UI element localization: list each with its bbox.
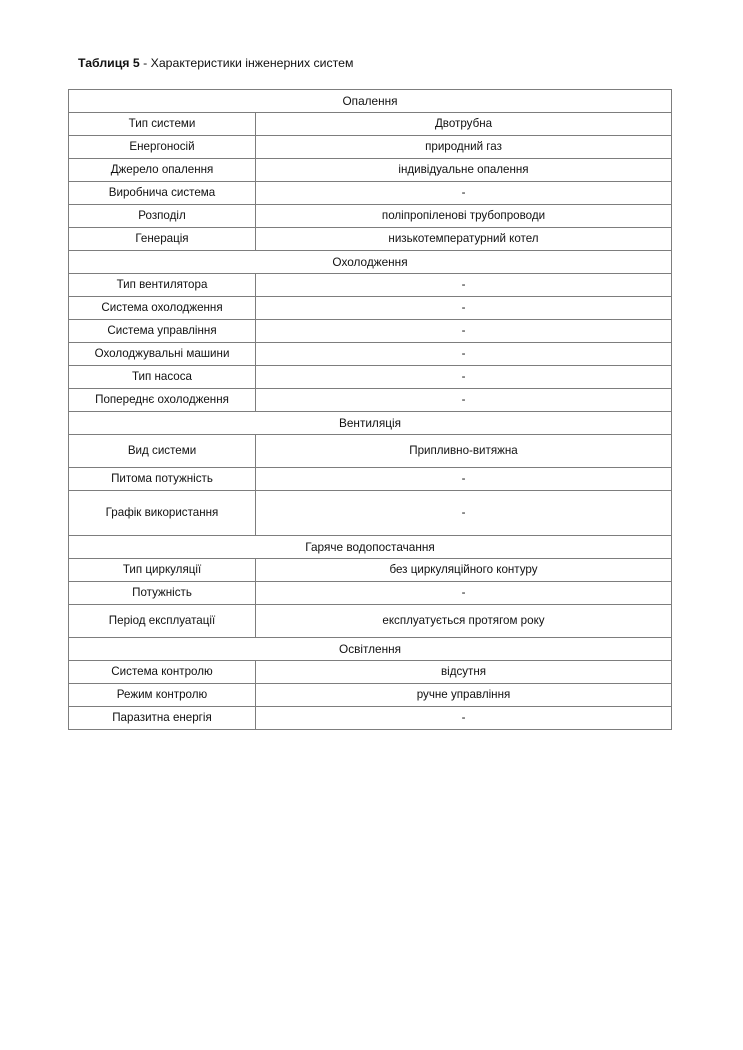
table-row <box>69 559 672 582</box>
table-body <box>69 90 672 730</box>
table-cell-value: - <box>256 389 672 412</box>
table-cell-value: індивідуальне опалення <box>256 159 672 182</box>
table-cell-value: - <box>256 297 672 320</box>
table-cell-value: Припливно-витяжна <box>256 435 672 468</box>
table-cell-value: ручне управління <box>256 684 672 707</box>
table-section-heading: Гаряче водопостачання <box>69 536 672 559</box>
table-cell-parameter: Вид системи <box>69 435 256 468</box>
table-cell-parameter: Тип вентилятора <box>69 274 256 297</box>
table-cell-value: - <box>256 491 672 536</box>
table-cell-parameter: Система контролю <box>69 661 256 684</box>
table-row <box>69 343 672 366</box>
table-row <box>69 228 672 251</box>
table-cell-parameter: Енергоносій <box>69 136 256 159</box>
table-row <box>69 182 672 205</box>
table-row <box>69 366 672 389</box>
table-row <box>69 274 672 297</box>
table-cell-value: експлуатується протягом року <box>256 605 672 638</box>
table-cell-parameter: Виробнича система <box>69 182 256 205</box>
table-cell-parameter: Тип системи <box>69 113 256 136</box>
table-cell-parameter: Система охолодження <box>69 297 256 320</box>
table-row <box>69 468 672 491</box>
table-cell-value: природний газ <box>256 136 672 159</box>
table-cell-value: - <box>256 468 672 491</box>
table-cell-value: - <box>256 320 672 343</box>
table-row <box>69 320 672 343</box>
table-cell-parameter: Паразитна енергія <box>69 707 256 730</box>
table-section-header-row <box>69 412 672 435</box>
table-cell-parameter: Питома потужність <box>69 468 256 491</box>
table-row <box>69 684 672 707</box>
table-caption-label: Таблиця 5 <box>78 56 140 70</box>
table-row <box>69 136 672 159</box>
table-cell-parameter: Потужність <box>69 582 256 605</box>
table-section-heading: Охолодження <box>69 251 672 274</box>
table-cell-parameter: Система управління <box>69 320 256 343</box>
table-caption <box>78 55 353 71</box>
table-section-header-row <box>69 638 672 661</box>
table-row <box>69 661 672 684</box>
table-cell-parameter: Тип насоса <box>69 366 256 389</box>
table-cell-value: відсутня <box>256 661 672 684</box>
table-section-header-row <box>69 536 672 559</box>
table-cell-parameter: Попереднє охолодження <box>69 389 256 412</box>
table-cell-value: - <box>256 274 672 297</box>
table-cell-parameter: Розподіл <box>69 205 256 228</box>
table-cell-value: - <box>256 366 672 389</box>
table-cell-parameter: Період експлуатації <box>69 605 256 638</box>
table-cell-parameter: Режим контролю <box>69 684 256 707</box>
table-section-header-row <box>69 251 672 274</box>
table-cell-parameter: Охолоджувальні машини <box>69 343 256 366</box>
table-cell-parameter: Графік використання <box>69 491 256 536</box>
table-cell-value: - <box>256 343 672 366</box>
table-section-heading: Освітлення <box>69 638 672 661</box>
table-cell-parameter: Джерело опалення <box>69 159 256 182</box>
table-row <box>69 435 672 468</box>
table-cell-value: - <box>256 707 672 730</box>
table-row <box>69 605 672 638</box>
table-caption-title: Характеристики інженерних систем <box>150 56 354 70</box>
table-row <box>69 389 672 412</box>
table-cell-value: Двотрубна <box>256 113 672 136</box>
table-row <box>69 707 672 730</box>
table-section-heading: Опалення <box>69 90 672 113</box>
table-section-header-row <box>69 90 672 113</box>
table-row <box>69 582 672 605</box>
table-row <box>69 491 672 536</box>
table-row <box>69 113 672 136</box>
table-cell-value: поліпропіленові трубопроводи <box>256 205 672 228</box>
table-caption-separator: - <box>139 56 151 70</box>
engineering-systems-table <box>68 89 672 730</box>
table-cell-value: без циркуляційного контуру <box>256 559 672 582</box>
table-section-heading: Вентиляція <box>69 412 672 435</box>
table-cell-value: - <box>256 582 672 605</box>
table-row <box>69 297 672 320</box>
table-cell-value: низькотемпературний котел <box>256 228 672 251</box>
table-row <box>69 159 672 182</box>
table-cell-parameter: Генерація <box>69 228 256 251</box>
table-cell-value: - <box>256 182 672 205</box>
table-row <box>69 205 672 228</box>
table-cell-parameter: Тип циркуляції <box>69 559 256 582</box>
